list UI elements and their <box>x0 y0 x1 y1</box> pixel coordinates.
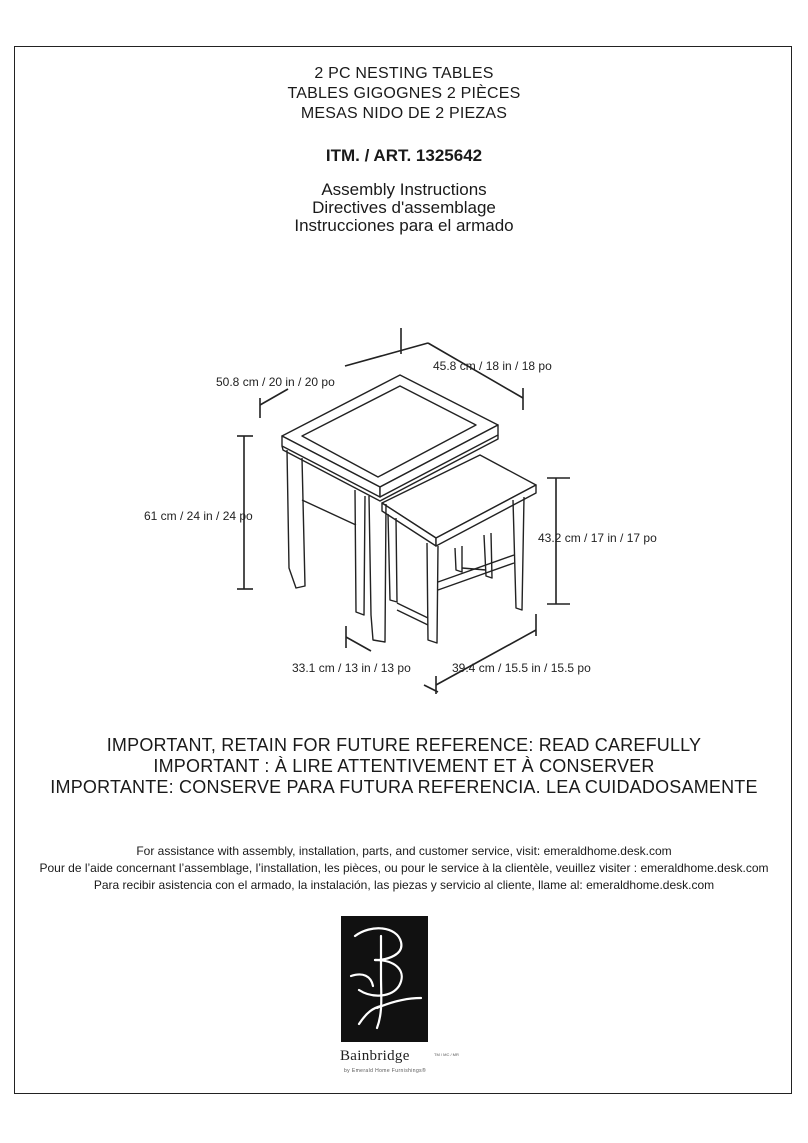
dim-small-width: 39.4 cm / 15.5 in / 15.5 po <box>452 661 591 675</box>
brand-logo <box>341 916 428 1042</box>
item-number: ITM. / ART. 1325642 <box>325 146 483 165</box>
assistance-info <box>0 843 808 894</box>
brand-name: Bainbridge <box>340 1048 410 1064</box>
instructions-en: Assembly Instructions <box>321 180 487 199</box>
title-fr: TABLES GIGOGNES 2 PIÈCES <box>287 85 521 102</box>
instructions-fr: Directives d'assemblage <box>312 198 496 217</box>
instructions-es: Instrucciones para el armado <box>294 216 514 235</box>
important-fr: IMPORTANT : À LIRE ATTENTIVEMENT ET À CONSERVER <box>153 756 655 776</box>
important-notice <box>0 735 808 798</box>
brand-monogram-icon <box>341 916 428 1042</box>
dim-small-depth: 33.1 cm / 13 in / 13 po <box>292 661 411 675</box>
dim-large-depth: 50.8 cm / 20 in / 20 po <box>216 375 335 389</box>
assistance-en: For assistance with assembly, installation, parts, and customer service, visit: emeraldhome.desk.com <box>136 844 672 858</box>
dim-large-height: 61 cm / 24 in / 24 po <box>144 509 253 523</box>
brand-tagline: by Emerald Home Furnishings® <box>344 1068 427 1074</box>
important-en: IMPORTANT, RETAIN FOR FUTURE REFERENCE: READ CAREFULLY <box>106 735 702 755</box>
title-en: 2 PC NESTING TABLES <box>314 65 494 82</box>
assistance-fr: Pour de l’aide concernant l’assemblage, l’installation, les pièces, ou pour le service à la clientèle, veuillez visiter : emeraldhome.desk.com <box>39 861 769 875</box>
brand-trademark: TM / MC / MR <box>434 1052 459 1057</box>
assistance-es: Para recibir asistencia con el armado, la instalación, las piezas y servicio al cliente, llame al: emeraldhome.desk.com <box>93 878 715 892</box>
dim-large-width: 45.8 cm / 18 in / 18 po <box>433 359 552 373</box>
important-es: IMPORTANTE: CONSERVE PARA FUTURA REFERENCIA. LEA CUIDADOSAMENTE <box>50 777 758 797</box>
dim-small-height: 43.2 cm / 17 in / 17 po <box>538 531 657 545</box>
title-es: MESAS NIDO DE 2 PIEZAS <box>300 105 508 122</box>
